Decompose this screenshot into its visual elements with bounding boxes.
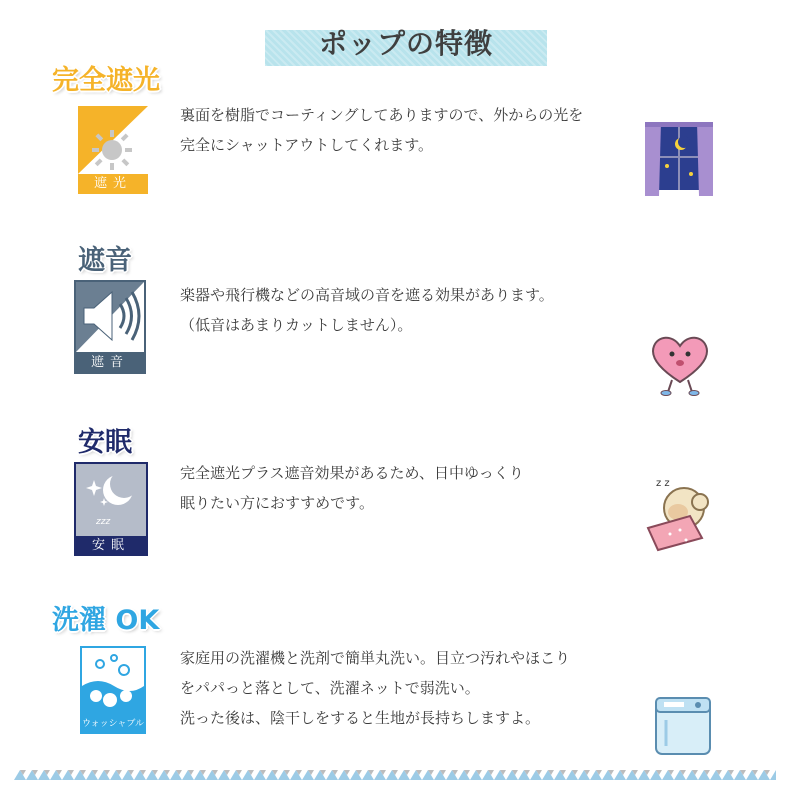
- heading-blackout: 完全遮光: [52, 65, 160, 96]
- desc-line: （低音はあまりカットしません）。: [180, 316, 413, 334]
- badge-label-washable: ウォッシャブル: [80, 714, 146, 734]
- badge-washable: [80, 646, 146, 734]
- badge-soundproof: [74, 280, 146, 374]
- sleeping-sheep-illustration: [640, 472, 720, 554]
- page-title: ポップの特徴: [318, 27, 493, 60]
- svg-text:z z: z z: [656, 478, 670, 489]
- desc-line: 完全遮光プラス遮音効果があるため、日中ゆっくり: [180, 464, 524, 482]
- desc-soundproof: [180, 280, 650, 340]
- badge-blackout: [78, 106, 148, 194]
- desc-washable: [180, 643, 650, 733]
- badge-label-blackout: 遮光: [78, 174, 148, 194]
- desc-sleep: [180, 458, 650, 518]
- desc-line: をパパっと落として、洗濯ネットで弱洗い。: [180, 679, 480, 697]
- badge-label-soundproof: 遮音: [74, 352, 146, 374]
- desc-line: 洗った後は、陰干しをすると生地が長持ちしますよ。: [180, 709, 541, 727]
- desc-line: 裏面を樹脂でコーティングしてありますので、外からの光を: [180, 106, 584, 124]
- heading-sleep: 安眠: [78, 427, 132, 458]
- desc-blackout: [180, 100, 650, 160]
- desc-line: 楽器や飛行機などの高音域の音を遮る効果があります。: [180, 286, 554, 304]
- heading-soundproof: 遮音: [78, 245, 132, 276]
- heading-washable: 洗濯 OK: [52, 605, 160, 636]
- desc-line: 眠りたい方におすすめです。: [180, 494, 374, 512]
- washing-machine-illustration: [652, 690, 714, 756]
- bottom-zigzag-border: [14, 770, 776, 780]
- desc-line: 完全にシャットアウトしてくれます。: [180, 136, 434, 154]
- desc-line: 家庭用の洗濯機と洗剤で簡単丸洗い。目立つ汚れやほこり: [180, 649, 571, 667]
- badge-label-sleep: 安眠: [74, 536, 148, 556]
- night-window-illustration: [645, 122, 713, 198]
- svg-text:zzz: zzz: [96, 517, 111, 527]
- badge-sleep: [74, 462, 148, 556]
- heart-character-illustration: [648, 330, 712, 396]
